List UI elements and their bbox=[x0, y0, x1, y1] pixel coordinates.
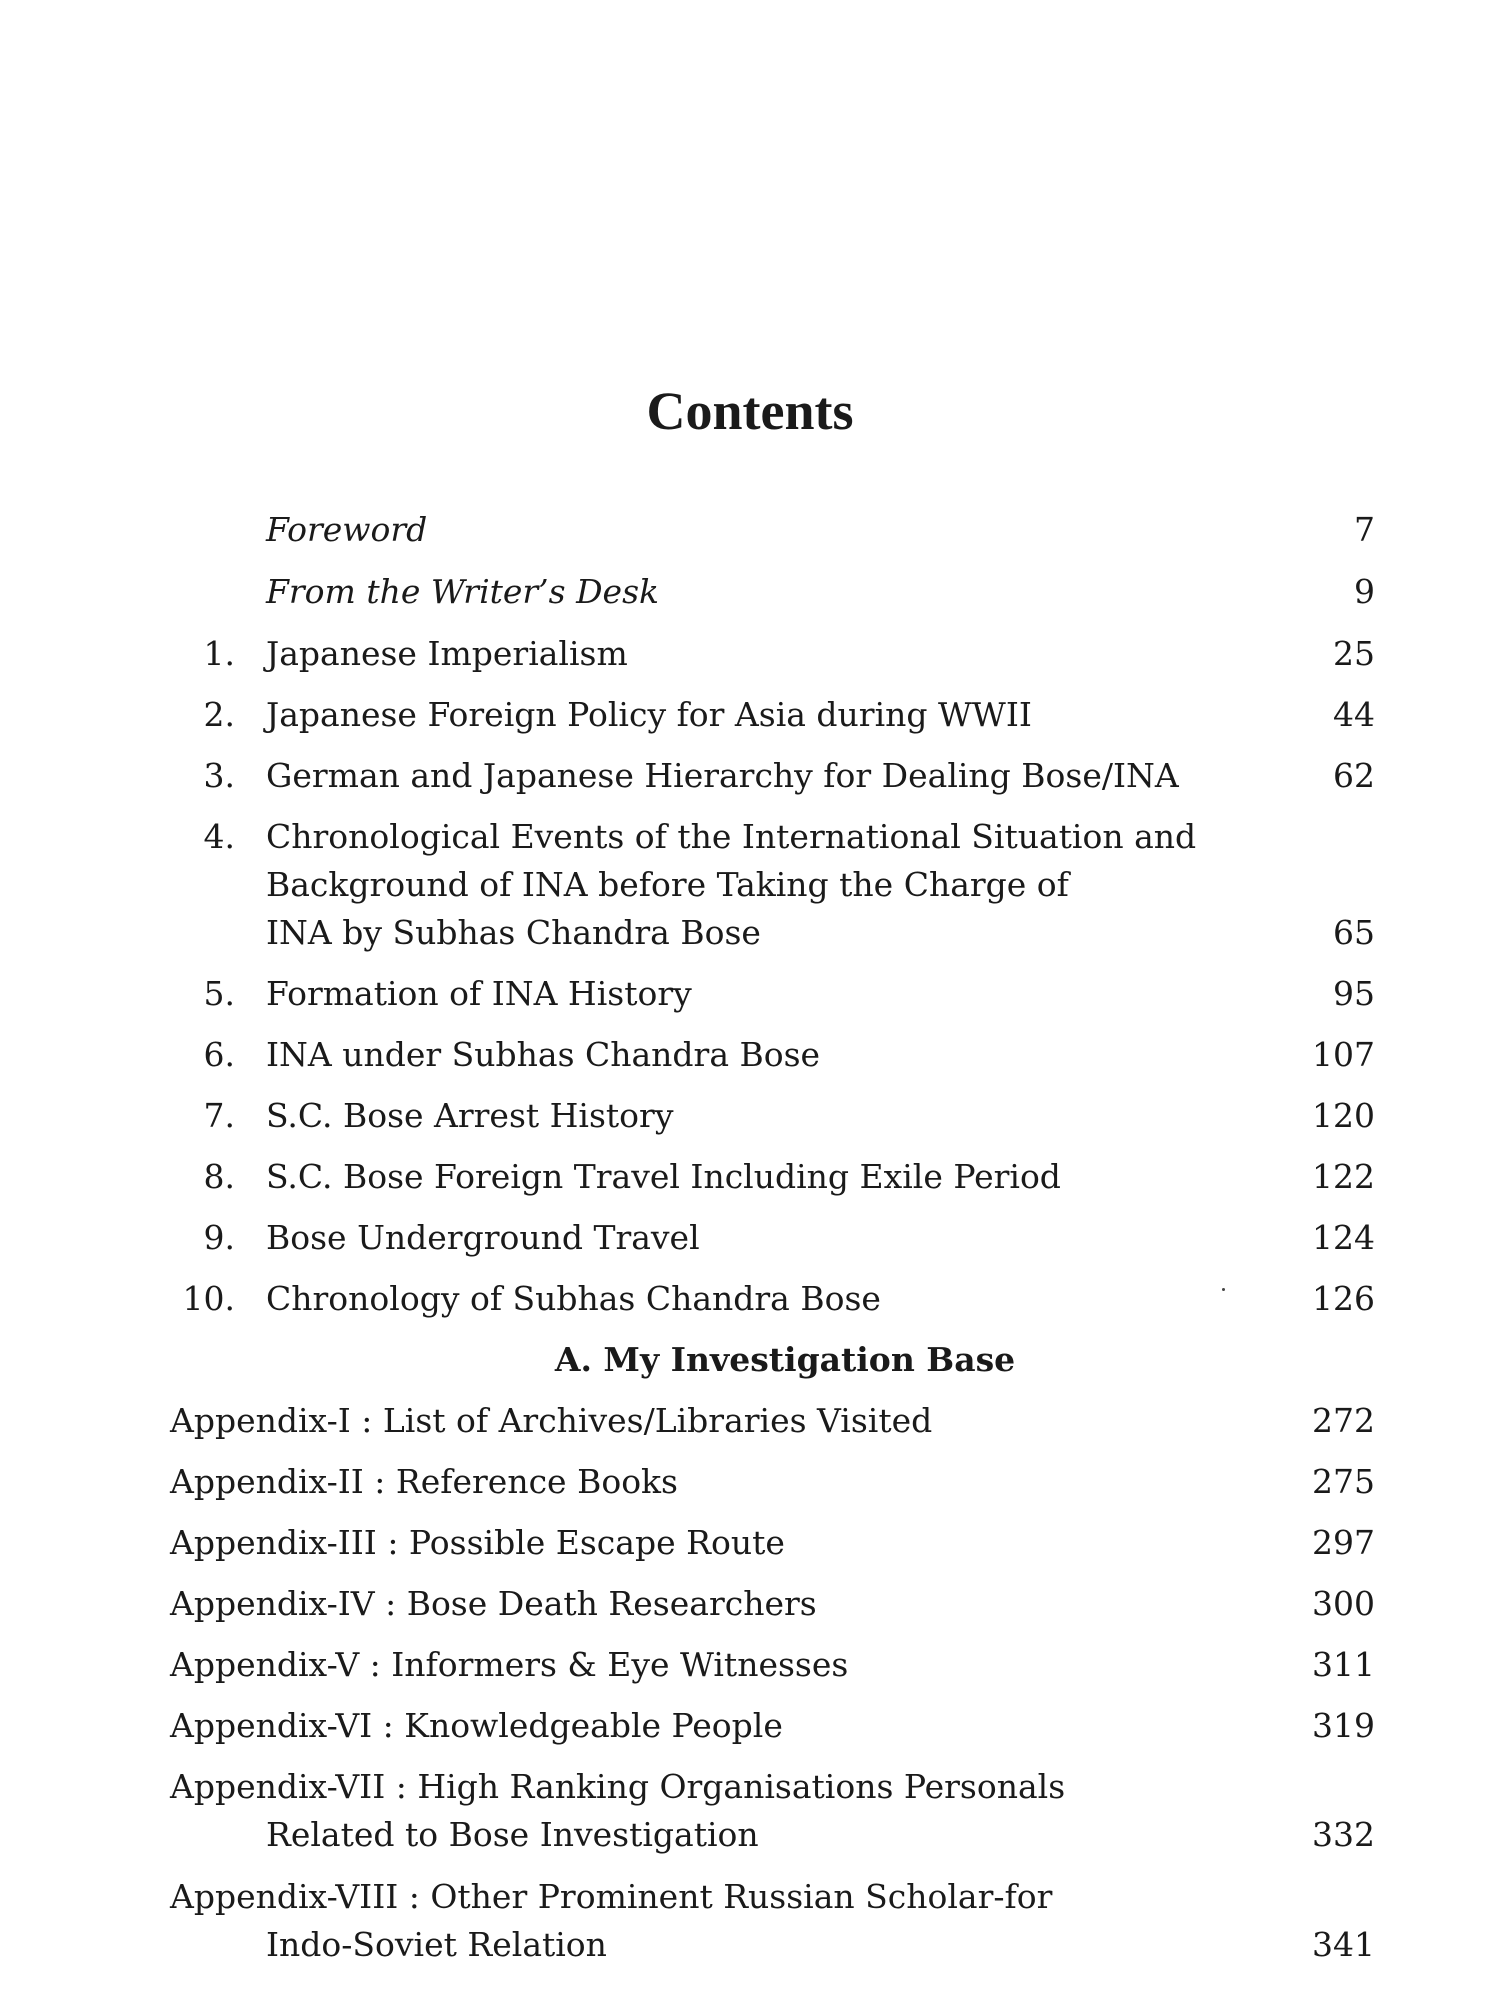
appendix-title: Appendix-I : List of Archives/Libraries Visited bbox=[170, 1401, 933, 1440]
toc-page-number: 297 bbox=[1312, 1523, 1375, 1562]
toc-page-number: 7 bbox=[1354, 510, 1375, 549]
toc-page-number: 120 bbox=[1312, 1096, 1375, 1135]
chapter-title: INA under Subhas Chandra Bose bbox=[266, 1035, 821, 1074]
appendix-title bbox=[170, 1873, 1052, 1969]
appendix-title-line: Indo-Soviet Relation bbox=[266, 1925, 607, 1964]
appendix-title-line: Related to Bose Investigation bbox=[266, 1815, 759, 1854]
toc-page-number: 65 bbox=[1333, 913, 1375, 952]
chapter-title: Japanese Foreign Policy for Asia during WWII bbox=[266, 695, 1032, 734]
toc-page-number: 311 bbox=[1312, 1645, 1375, 1684]
section-heading: A. My Investigation Base bbox=[554, 1340, 1016, 1379]
chapter-title bbox=[266, 813, 1196, 957]
toc-page-number: 275 bbox=[1312, 1462, 1375, 1501]
chapter-title: S.C. Bose Foreign Travel Including Exile Period bbox=[266, 1157, 1061, 1196]
chapter-title: Chronology of Subhas Chandra Bose bbox=[266, 1279, 881, 1318]
chapter-title: Japanese Imperialism bbox=[266, 634, 628, 673]
chapter-number: 1. bbox=[203, 634, 235, 673]
chapter-number: 10. bbox=[182, 1279, 235, 1318]
chapter-title: Bose Underground Travel bbox=[266, 1218, 700, 1257]
toc-page-number: 126 bbox=[1312, 1279, 1375, 1318]
chapter-number: 2. bbox=[203, 695, 235, 734]
chapter-title-line: Background of INA before Taking the Charge of bbox=[266, 865, 1069, 904]
toc-page-number: 124 bbox=[1312, 1218, 1375, 1257]
chapter-title: Formation of INA History bbox=[266, 974, 692, 1013]
chapter-number: 6. bbox=[203, 1035, 235, 1074]
page-title: Contents bbox=[646, 381, 854, 441]
appendix-title-line: Appendix-VII : High Ranking Organisations Personals bbox=[170, 1767, 1066, 1806]
toc-page-number: 44 bbox=[1333, 695, 1375, 734]
print-speck bbox=[1222, 1288, 1225, 1291]
chapter-title-line: INA by Subhas Chandra Bose bbox=[266, 913, 761, 952]
chapter-number: 9. bbox=[203, 1218, 235, 1257]
chapter-number: 3. bbox=[203, 756, 235, 795]
appendix-title: Appendix-III : Possible Escape Route bbox=[170, 1523, 785, 1562]
toc-page-number: 107 bbox=[1312, 1035, 1375, 1074]
chapter-title: S.C. Bose Arrest History bbox=[266, 1096, 674, 1135]
toc-page-number: 122 bbox=[1312, 1157, 1375, 1196]
toc-entry-label: Foreword bbox=[266, 510, 428, 549]
toc-page-number: 341 bbox=[1312, 1925, 1375, 1964]
chapter-number: 8. bbox=[203, 1157, 235, 1196]
appendix-title bbox=[170, 1763, 1065, 1859]
chapter-number: 4. bbox=[203, 817, 235, 856]
chapter-number: 7. bbox=[203, 1096, 235, 1135]
chapter-title-line: Chronological Events of the International Situation and bbox=[266, 817, 1197, 856]
appendix-title: Appendix-VI : Knowledgeable People bbox=[170, 1706, 783, 1745]
chapter-number: 5. bbox=[203, 974, 235, 1013]
appendix-title: Appendix-IV : Bose Death Researchers bbox=[170, 1584, 817, 1623]
toc-page-number: 332 bbox=[1312, 1815, 1375, 1854]
appendix-title: Appendix-V : Informers & Eye Witnesses bbox=[170, 1645, 849, 1684]
appendix-title: Appendix-II : Reference Books bbox=[170, 1462, 678, 1501]
toc-page-number: 95 bbox=[1333, 974, 1375, 1013]
appendix-title-line: Appendix-VIII : Other Prominent Russian Scholar-for bbox=[170, 1877, 1053, 1916]
toc-page-number: 319 bbox=[1312, 1706, 1375, 1745]
toc-page-number: 300 bbox=[1312, 1584, 1375, 1623]
toc-entry-label: From the Writer’s Desk bbox=[266, 572, 660, 611]
chapter-title: German and Japanese Hierarchy for Dealing Bose/INA bbox=[266, 756, 1179, 795]
toc-page-number: 62 bbox=[1333, 756, 1375, 795]
toc-page-number: 272 bbox=[1312, 1401, 1375, 1440]
toc-page-number: 9 bbox=[1354, 572, 1375, 611]
toc-page-number: 25 bbox=[1333, 634, 1375, 673]
